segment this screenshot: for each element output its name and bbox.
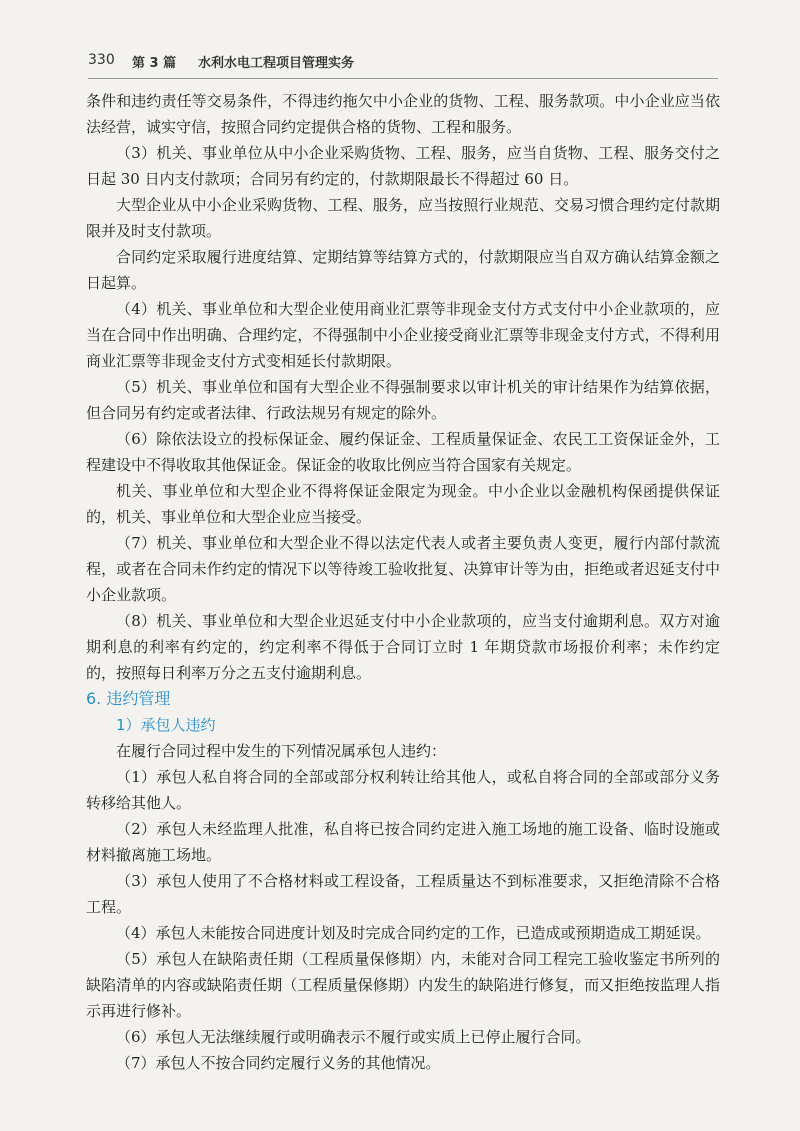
part-label: 第 3 篇	[132, 56, 177, 71]
list-item: （4）承包人未能按合同进度计划及时完成合同约定的工作，已造成或预期造成工期延误。	[116, 924, 711, 942]
list-item: （3）承包人使用了不合格材料或工程设备，工程质量达不到标准要求，又拒绝清除不合格工程。	[86, 872, 720, 916]
paragraph: （3）机关、事业单位从中小企业采购货物、工程、服务，应当自货物、工程、服务交付之日起 30 日内支付款项；合同另有约定的，付款期限最长不得超过 60 日。	[86, 144, 720, 188]
page-body	[86, 88, 720, 1076]
paragraph: （4）机关、事业单位和大型企业使用商业汇票等非现金支付方式支付中小企业款项的，应当在合同中作出明确、合理约定，不得强制中小企业接受商业汇票等非现金支付方式，不得利用商业汇票等非现金支付方式变相延长付款期限。	[86, 300, 720, 370]
paragraph: （5）机关、事业单位和国有大型企业不得强制要求以审计机关的审计结果作为结算依据，但合同另有约定或者法律、行政法规另有规定的除外。	[86, 378, 720, 422]
paragraph: （7）机关、事业单位和大型企业不得以法定代表人或者主要负责人变更，履行内部付款流程，或者在合同未作约定的情况下以等待竣工验收批复、决算审计等为由，拒绝或者迟延支付中小企业款项。	[86, 534, 720, 604]
list-item: （7）承包人不按合同约定履行义务的其他情况。	[116, 1054, 441, 1072]
paragraph: （8）机关、事业单位和大型企业迟延支付中小企业款项的，应当支付逾期利息。双方对逾期利息的利率有约定的，约定利率不得低于合同订立时 1 年期贷款市场报价利率；未作约定的，按照每日利率万分之五支付逾期利息。	[86, 612, 720, 682]
section-heading: 6. 违约管理	[86, 689, 171, 708]
book-title: 水利水电工程项目管理实务	[198, 56, 355, 71]
page-number: 330	[88, 52, 115, 68]
paragraph: 合同约定采取履行进度结算、定期结算等结算方式的，付款期限应当自双方确认结算金额之日起算。	[86, 248, 720, 292]
list-item: （2）承包人未经监理人批准，私自将已按合同约定进入施工场地的施工设备、临时设施或材料撤离施工场地。	[86, 820, 720, 864]
header-divider	[88, 78, 718, 79]
paragraph: （6）除依法设立的投标保证金、履约保证金、工程质量保证金、农民工工资保证金外，工程建设中不得收取其他保证金。保证金的收取比例应当符合国家有关规定。	[86, 430, 720, 474]
paragraph: 机关、事业单位和大型企业不得将保证金限定为现金。中小企业以金融机构保函提供保证的，机关、事业单位和大型企业应当接受。	[86, 482, 720, 526]
paragraph: 条件和违约责任等交易条件，不得违约拖欠中小企业的货物、工程、服务款项。中小企业应当依法经营，诚实守信，按照合同约定提供合格的货物、工程和服务。	[86, 92, 720, 136]
list-item: （6）承包人无法继续履行或明确表示不履行或实质上已停止履行合同。	[116, 1028, 591, 1046]
subsection-heading: 1）承包人违约	[116, 716, 216, 734]
list-item: （5）承包人在缺陷责任期（工程质量保修期）内，未能对合同工程完工验收鉴定书所列的缺陷清单的内容或缺陷责任期（工程质量保修期）内发生的缺陷进行修复，而又拒绝按监理人指示再进行修补。	[86, 950, 720, 1020]
paragraph: 大型企业从中小企业采购货物、工程、服务，应当按照行业规范、交易习惯合理约定付款期限并及时支付款项。	[86, 196, 720, 240]
intro-paragraph: 在履行合同过程中发生的下列情况属承包人违约：	[116, 742, 447, 760]
running-header	[88, 52, 708, 76]
list-item: （1）承包人私自将合同的全部或部分权利转让给其他人，或私自将合同的全部或部分义务转移给其他人。	[86, 768, 720, 812]
